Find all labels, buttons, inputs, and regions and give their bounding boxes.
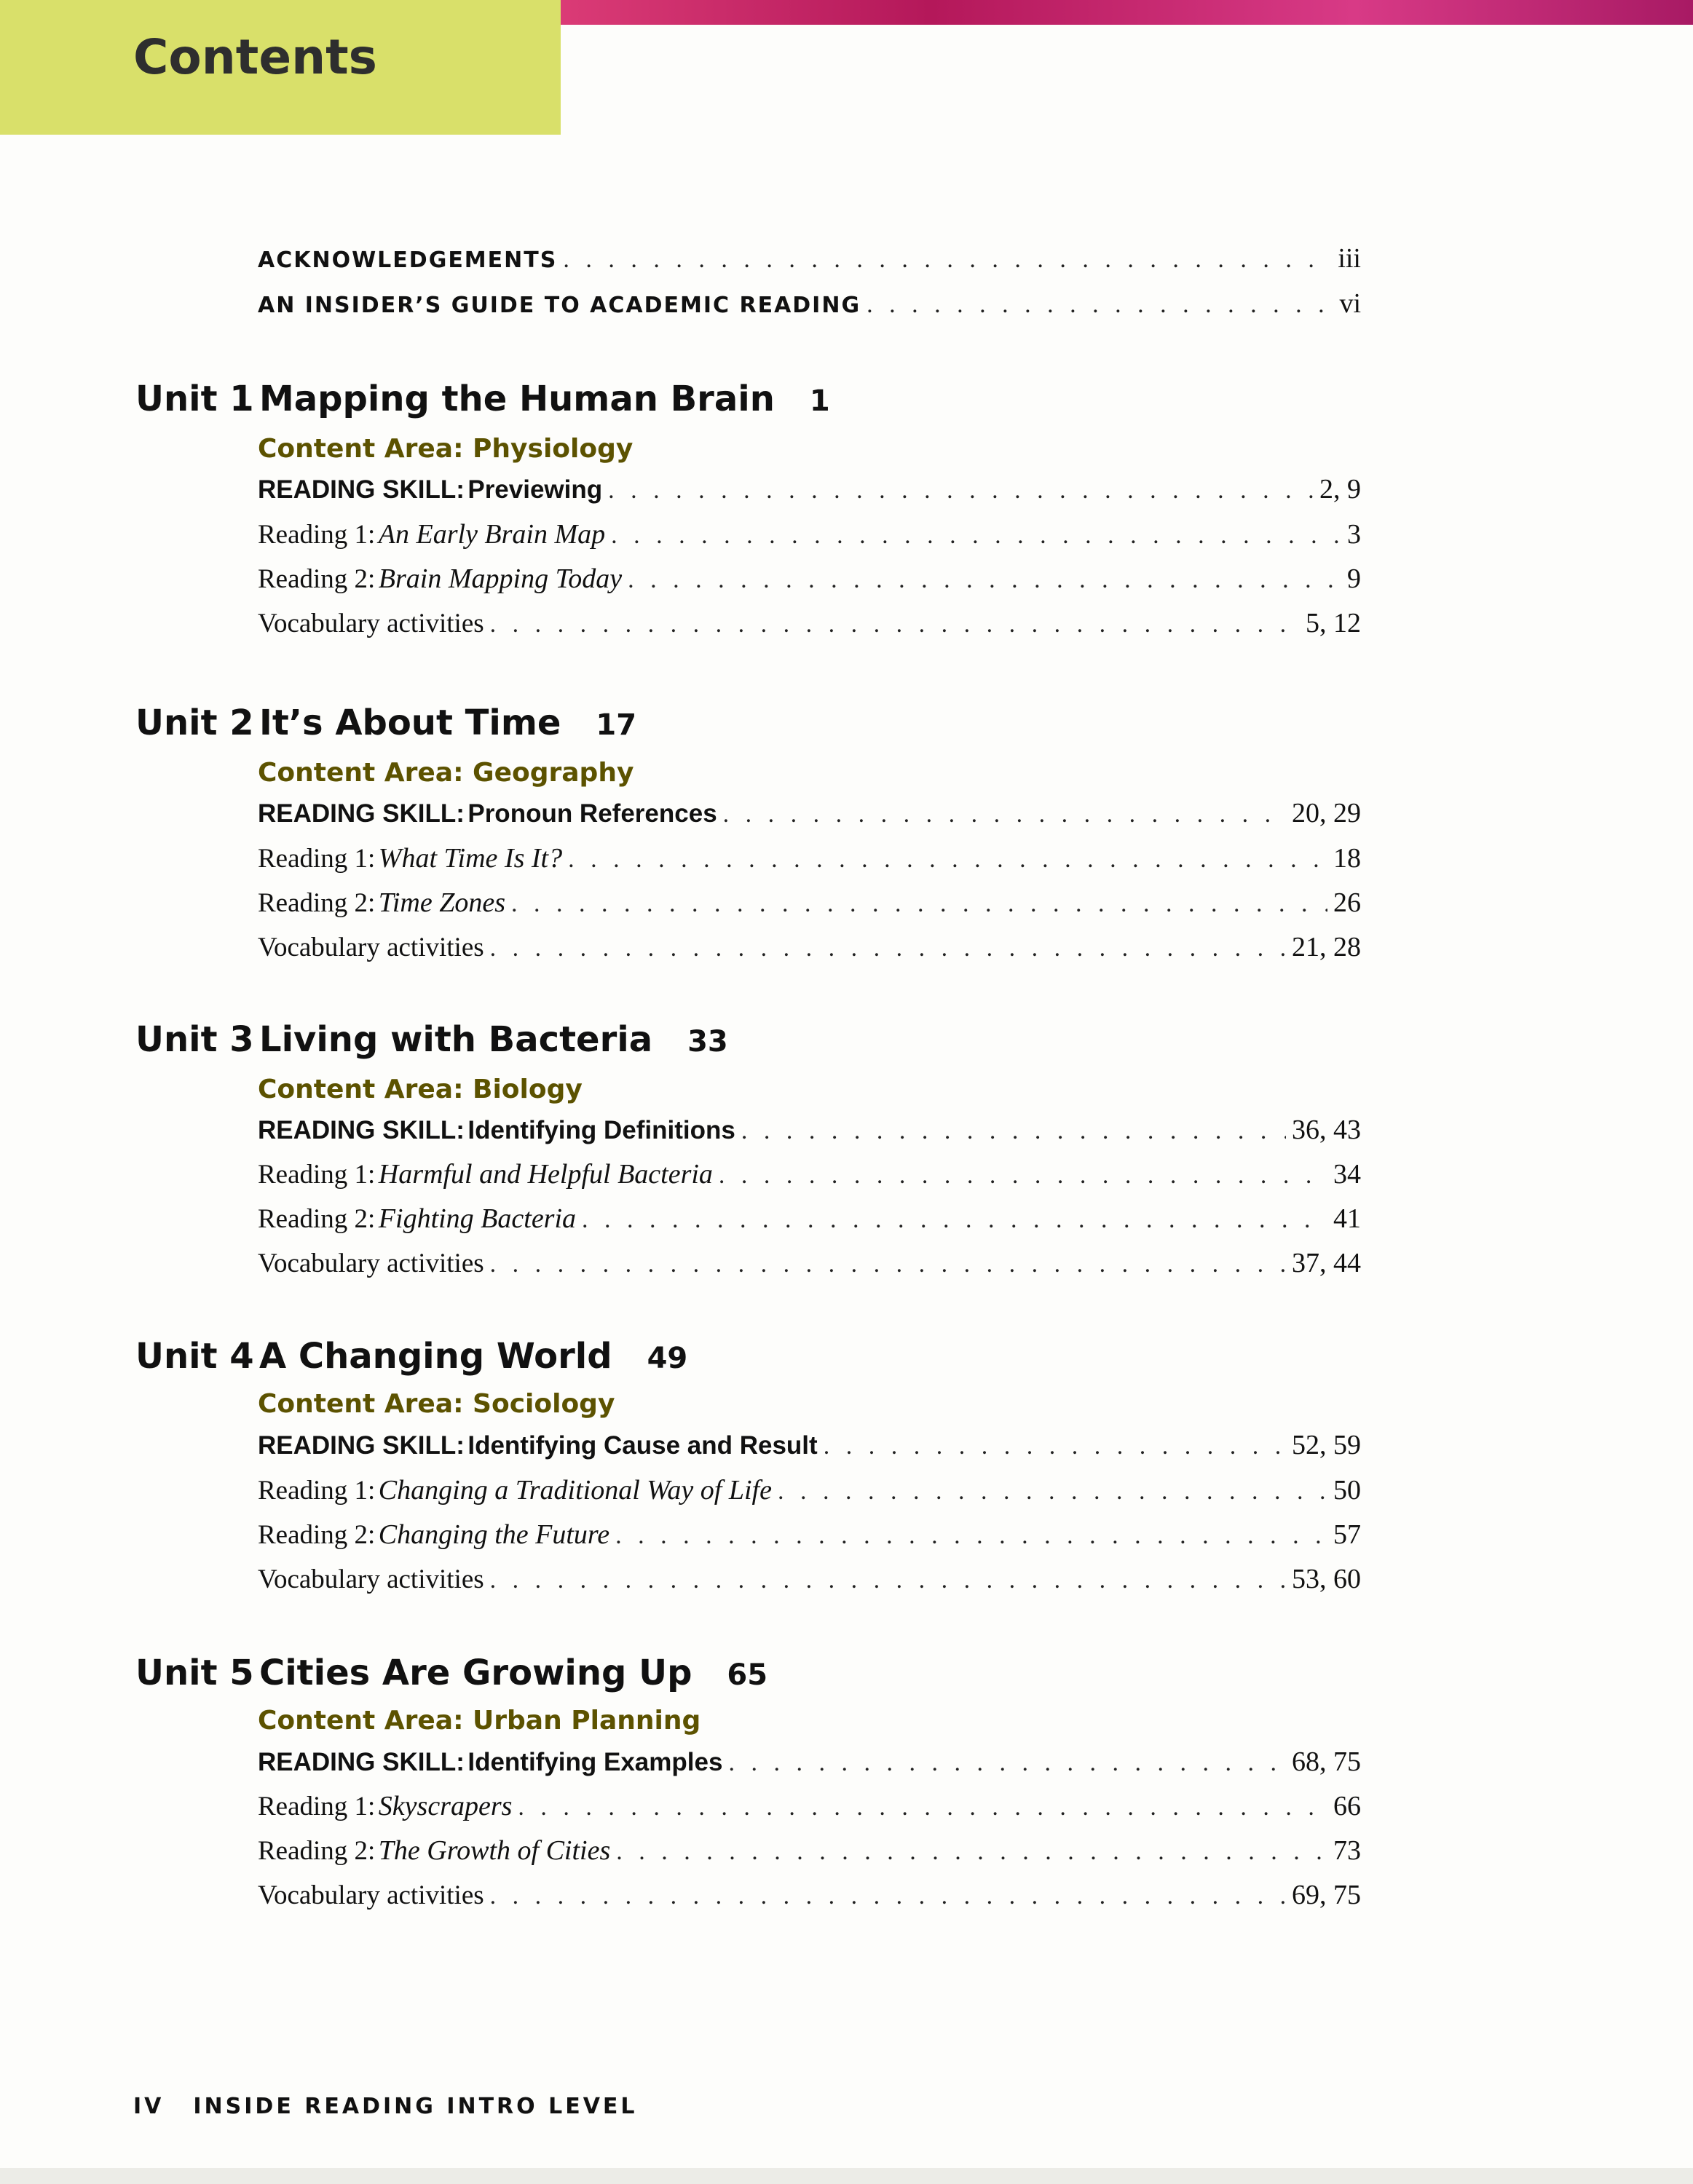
toc-entry-reading-2 xyxy=(258,1835,1361,1878)
reading-prefix: Reading 2: xyxy=(258,564,376,594)
vocabulary-label: Vocabulary activities xyxy=(258,933,484,962)
unit-heading xyxy=(135,703,1373,761)
reading-prefix: Reading 2: xyxy=(258,1836,376,1866)
unit-title: Cities Are Growing Up xyxy=(259,1653,692,1693)
reading-prefix: Reading 1: xyxy=(258,1476,376,1506)
toc-entry-reading-skill xyxy=(258,1114,1361,1158)
toc-entry-reading-2 xyxy=(258,887,1361,930)
toc-entry-pages: 36, 43 xyxy=(1292,1115,1361,1145)
content-area: Content Area: Biology xyxy=(258,1075,583,1104)
toc-entry-reading-1 xyxy=(258,1474,1361,1518)
skill-prefix: READING SKILL: xyxy=(258,1116,465,1144)
dot-leader xyxy=(490,611,1300,638)
reading-prefix: Reading 1: xyxy=(258,1160,376,1190)
reading-prefix: Reading 1: xyxy=(258,1792,376,1821)
dot-leader xyxy=(518,1794,1327,1821)
skill-name: Previewing xyxy=(467,475,603,504)
toc-entry-acknowledgements xyxy=(258,242,1361,286)
vocabulary-label: Vocabulary activities xyxy=(258,1880,484,1910)
skill-name: Identifying Definitions xyxy=(467,1116,735,1144)
unit-number: Unit 2 xyxy=(135,703,254,743)
page-footer xyxy=(133,2094,638,2119)
contents-header-tab xyxy=(0,0,561,135)
content-area: Content Area: Physiology xyxy=(258,434,634,464)
reading-title: Fighting Bacteria xyxy=(378,1203,577,1234)
reading-title: Changing the Future xyxy=(378,1519,610,1550)
unit-title: A Changing World xyxy=(259,1336,612,1377)
toc-entry-vocabulary xyxy=(258,1563,1361,1607)
dot-leader xyxy=(741,1117,1286,1145)
toc-entry-reading-skill xyxy=(258,1746,1361,1789)
toc-entry-pages: 66 xyxy=(1333,1791,1361,1821)
dot-leader xyxy=(490,1567,1286,1594)
toc-entry-pages: 73 xyxy=(1333,1835,1361,1866)
vocabulary-label: Vocabulary activities xyxy=(258,1249,484,1278)
dot-leader xyxy=(719,1162,1327,1190)
reading-prefix: Reading 2: xyxy=(258,1520,376,1550)
vocabulary-label: Vocabulary activities xyxy=(258,609,484,638)
dot-leader xyxy=(568,846,1327,874)
unit-number: Unit 4 xyxy=(135,1336,254,1377)
dot-leader xyxy=(616,1838,1327,1866)
reading-title: Changing a Traditional Way of Life xyxy=(378,1475,772,1506)
dot-leader xyxy=(615,1522,1327,1550)
toc-entry-label: ACKNOWLEDGEMENTS xyxy=(258,248,558,273)
dot-leader xyxy=(490,1883,1286,1910)
unit-title: It’s About Time xyxy=(259,703,561,743)
toc-entry-pages: vi xyxy=(1339,288,1361,319)
toc-entry-reading-1 xyxy=(258,1790,1361,1834)
toc-entry-pages: 18 xyxy=(1333,843,1361,874)
reading-title: Time Zones xyxy=(378,887,505,918)
dot-leader xyxy=(867,291,1333,319)
unit-title: Mapping the Human Brain xyxy=(259,379,775,419)
reading-title: Harmful and Helpful Bacteria xyxy=(378,1159,713,1190)
vocabulary-label: Vocabulary activities xyxy=(258,1564,484,1594)
reading-title: The Growth of Cities xyxy=(378,1835,611,1866)
toc-entry-vocabulary xyxy=(258,1879,1361,1923)
page-bottom-edge xyxy=(0,2168,1693,2184)
toc-entry-pages: 37, 44 xyxy=(1292,1248,1361,1278)
toc-entry-reading-skill xyxy=(258,797,1361,841)
unit-page: 49 xyxy=(647,1342,688,1375)
toc-entry-pages: 34 xyxy=(1333,1159,1361,1190)
skill-prefix: READING SKILL: xyxy=(258,475,465,504)
toc-entry-pages: 21, 28 xyxy=(1292,932,1361,962)
unit-heading xyxy=(135,1336,1373,1394)
toc-entry-pages: 5, 12 xyxy=(1306,608,1361,638)
toc-entry-reading-1 xyxy=(258,1158,1361,1202)
dot-leader xyxy=(611,522,1341,550)
skill-name: Pronoun References xyxy=(467,799,717,828)
dot-leader xyxy=(490,935,1286,962)
unit-page: 1 xyxy=(809,384,830,418)
footer-page-number: IV xyxy=(133,2094,165,2119)
unit-page: 65 xyxy=(727,1658,768,1692)
toc-entry-pages: 2, 9 xyxy=(1319,474,1361,505)
dot-leader xyxy=(628,566,1341,594)
unit-number: Unit 1 xyxy=(135,379,254,419)
toc-entry-reading-skill xyxy=(258,473,1361,517)
toc-entry-pages: 50 xyxy=(1333,1475,1361,1506)
dot-leader xyxy=(511,890,1327,918)
dot-leader xyxy=(490,1251,1286,1278)
reading-title: What Time Is It? xyxy=(378,843,563,874)
toc-entry-pages: 68, 75 xyxy=(1292,1746,1361,1777)
footer-book-title: INSIDE READING INTRO LEVEL xyxy=(193,2094,638,2119)
unit-number: Unit 3 xyxy=(135,1019,254,1060)
toc-entry-pages: 20, 29 xyxy=(1292,798,1361,828)
reading-title: Brain Mapping Today xyxy=(378,563,623,594)
reading-prefix: Reading 2: xyxy=(258,1204,376,1234)
skill-name: Identifying Cause and Result xyxy=(467,1431,818,1460)
toc-entry-label: AN INSIDER’S GUIDE TO ACADEMIC READING xyxy=(258,293,861,318)
toc-entry-vocabulary xyxy=(258,607,1361,651)
unit-title: Living with Bacteria xyxy=(259,1019,653,1060)
toc-entry-pages: 52, 59 xyxy=(1292,1430,1361,1460)
dot-leader xyxy=(723,801,1286,828)
skill-prefix: READING SKILL: xyxy=(258,1431,465,1460)
reading-title: Skyscrapers xyxy=(378,1791,513,1821)
unit-heading xyxy=(135,1019,1373,1077)
skill-prefix: READING SKILL: xyxy=(258,1748,465,1776)
unit-page: 17 xyxy=(596,708,637,742)
skill-name: Identifying Examples xyxy=(467,1748,723,1776)
toc-entry-pages: 3 xyxy=(1347,519,1361,550)
dot-leader xyxy=(728,1749,1286,1777)
toc-entry-vocabulary xyxy=(258,1247,1361,1291)
toc-entry-reading-2 xyxy=(258,563,1361,606)
toc-entry-pages: iii xyxy=(1338,243,1361,274)
content-area: Content Area: Sociology xyxy=(258,1389,615,1419)
content-area: Content Area: Geography xyxy=(258,758,634,788)
unit-number: Unit 5 xyxy=(135,1653,254,1693)
toc-entry-vocabulary xyxy=(258,931,1361,975)
dot-leader xyxy=(582,1206,1327,1234)
toc-entry-reading-1 xyxy=(258,842,1361,886)
toc-entry-pages: 53, 60 xyxy=(1292,1564,1361,1594)
dot-leader xyxy=(778,1478,1327,1506)
reading-prefix: Reading 1: xyxy=(258,844,376,874)
content-area: Content Area: Urban Planning xyxy=(258,1706,701,1736)
reading-prefix: Reading 1: xyxy=(258,520,376,550)
dot-leader xyxy=(608,477,1314,505)
skill-prefix: READING SKILL: xyxy=(258,799,465,828)
toc-entry-insiders-guide xyxy=(258,288,1361,331)
toc-entry-pages: 26 xyxy=(1333,887,1361,918)
toc-entry-pages: 9 xyxy=(1347,563,1361,594)
toc-entry-reading-skill xyxy=(258,1429,1361,1473)
dot-leader xyxy=(563,246,1332,274)
dot-leader xyxy=(824,1433,1286,1460)
reading-prefix: Reading 2: xyxy=(258,888,376,918)
page-title: Contents xyxy=(133,29,377,85)
toc-entry-reading-2 xyxy=(258,1519,1361,1562)
toc-entry-pages: 69, 75 xyxy=(1292,1880,1361,1910)
unit-heading xyxy=(135,1653,1373,1711)
unit-page: 33 xyxy=(687,1025,728,1059)
unit-heading xyxy=(135,379,1373,437)
toc-entry-pages: 41 xyxy=(1333,1203,1361,1234)
toc-entry-reading-2 xyxy=(258,1203,1361,1246)
toc-entry-pages: 57 xyxy=(1333,1519,1361,1550)
reading-title: An Early Brain Map xyxy=(378,519,606,550)
toc-entry-reading-1 xyxy=(258,518,1361,562)
